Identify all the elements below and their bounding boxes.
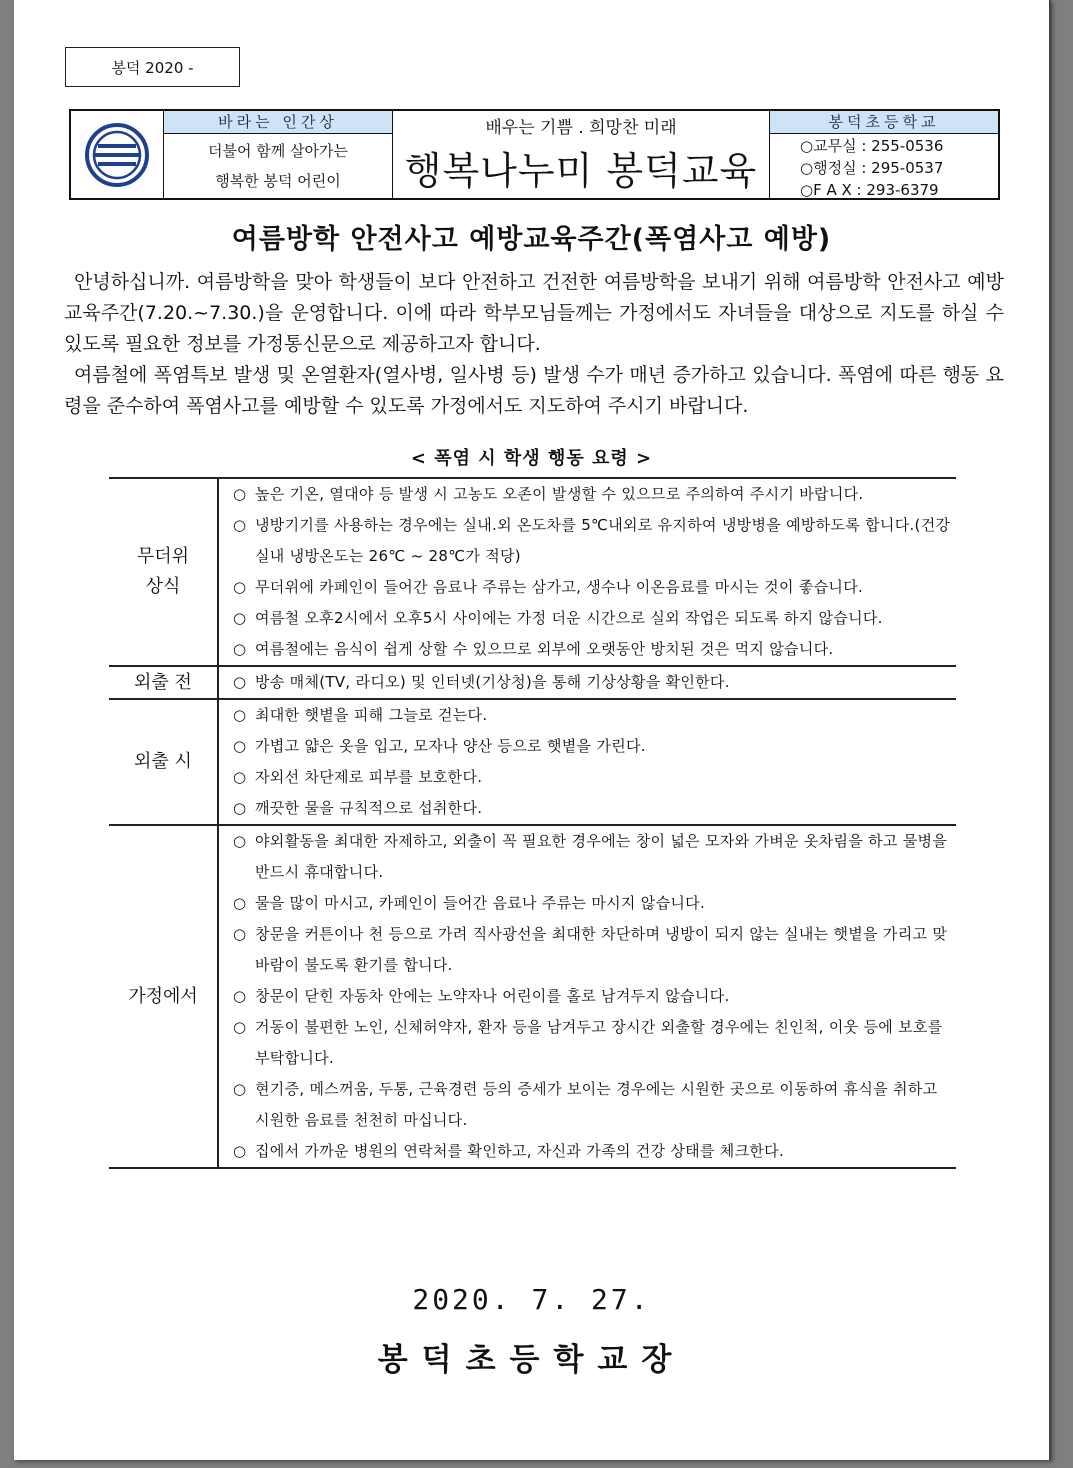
contact-cell xyxy=(770,111,998,198)
guideline-category: 가정에서 xyxy=(109,825,218,1168)
circle-bullet-icon: ○ xyxy=(233,516,247,534)
guideline-item-text: 깨끗한 물을 규칙적으로 섭취한다. xyxy=(255,799,483,817)
slogan-main: 행복나누미 봉덕교육 xyxy=(404,148,758,193)
guideline-category: 무더위 상식 xyxy=(109,478,218,666)
contact-list xyxy=(770,134,998,201)
guideline-item-text: 창문을 커튼이나 천 등으로 가려 직사광선을 최대한 차단하며 냉방이 되지 않는 실내는 햇볕을 가리고 맞바람이 불도록 환기를 합니다. xyxy=(255,925,948,974)
guideline-item-text: 여름철 오후2시에서 오후5시 사이에는 가정 더운 시간으로 실외 작업은 되도록 하지 않습니다. xyxy=(255,609,883,627)
guideline-item xyxy=(219,1012,956,1074)
school-logo-cell xyxy=(71,111,164,198)
issue-date: 2020. 7. 27. xyxy=(412,1283,651,1316)
document-number-box: 봉덕 2020 - xyxy=(65,47,240,87)
guideline-item xyxy=(219,700,956,731)
guideline-items xyxy=(218,478,956,666)
guideline-row xyxy=(109,825,956,1168)
slogan-subtitle: 배우는 기쁨 . 희망찬 미래 xyxy=(485,117,677,138)
slogan-cell xyxy=(393,111,770,198)
school-emblem-icon xyxy=(84,122,150,188)
contact-admin: ○행정실 : 295-0537 xyxy=(800,159,944,177)
guideline-item-text: 집에서 가까운 병원의 연락처를 확인하고, 자신과 가족의 건강 상태를 체크한다. xyxy=(255,1142,785,1160)
guideline-item-text: 높은 기온, 열대야 등 발생 시 고농도 오존이 발생할 수 있으므로 주의하여 주시기 바랍니다. xyxy=(255,485,864,503)
motto-body xyxy=(164,134,392,198)
circle-bullet-icon: ○ xyxy=(233,737,247,755)
guideline-item-text: 자외선 차단제로 피부를 보호한다. xyxy=(255,768,483,786)
guideline-item xyxy=(219,919,956,981)
guideline-item xyxy=(219,888,956,919)
guideline-item-text: 무더위에 카페인이 들어간 음료나 주류는 삼가고, 생수나 이온음료를 마시는 것이 좋습니다. xyxy=(255,578,864,596)
guideline-item-text: 현기증, 메스꺼움, 두통, 근육경련 등의 증세가 보이는 경우에는 시원한 곳으로 이동하여 휴식을 취하고 시원한 음료를 천천히 마십니다. xyxy=(255,1080,938,1129)
document-title: 여름방학 안전사고 예방교육주간(폭염사고 예방) xyxy=(231,224,832,255)
guideline-row xyxy=(109,478,956,666)
circle-bullet-icon: ○ xyxy=(233,1018,247,1036)
guideline-item-text: 최대한 햇볕을 피해 그늘로 걷는다. xyxy=(255,706,488,724)
circle-bullet-icon: ○ xyxy=(233,673,247,691)
guideline-item xyxy=(219,731,956,762)
guideline-item-text: 방송 매체(TV, 라디오) 및 인터넷(기상청)을 통해 기상상황을 확인한다. xyxy=(255,673,730,691)
guideline-item-text: 여름철에는 음식이 쉽게 상할 수 있으므로 외부에 오랫동안 방치된 것은 먹지 않습니다. xyxy=(255,640,834,658)
guideline-item xyxy=(219,762,956,793)
circle-bullet-icon: ○ xyxy=(233,578,247,596)
guideline-item xyxy=(219,479,956,510)
intro-paragraph: 여름철에 폭염특보 발생 및 온열환자(열사병, 일사병 등) 발생 수가 매년 증가하고 있습니다. 폭염에 따른 행동 요령을 준수하여 폭염사고를 예방할 수 있도록 가정에서도 지도하여 주시기 바랍니다. xyxy=(64,364,1004,417)
circle-bullet-icon: ○ xyxy=(233,894,247,912)
letterhead xyxy=(69,109,1000,200)
guideline-item-text: 가볍고 얇은 옷을 입고, 모자나 양산 등으로 햇볕을 가린다. xyxy=(255,737,646,755)
guideline-item xyxy=(219,510,956,572)
guideline-category: 외출 시 xyxy=(109,699,218,825)
guideline-items xyxy=(218,699,956,825)
principal-signature: 봉덕초등학교장 xyxy=(377,1342,686,1378)
guideline-items xyxy=(218,825,956,1168)
guideline-items xyxy=(218,666,956,699)
guideline-item xyxy=(219,1074,956,1136)
guideline-item-text: 물을 많이 마시고, 카페인이 들어간 음료나 주류는 마시지 않습니다. xyxy=(255,894,706,912)
guideline-item-text: 야외활동을 최대한 자제하고, 외출이 꼭 필요한 경우에는 창이 넓은 모자와 가벼운 옷차림을 하고 물병을 반드시 휴대합니다. xyxy=(255,832,948,881)
intro-text xyxy=(64,267,1004,422)
heatwave-guideline-table xyxy=(109,477,956,1169)
guideline-row xyxy=(109,666,956,699)
circle-bullet-icon: ○ xyxy=(233,485,247,503)
guideline-category: 외출 전 xyxy=(109,666,218,699)
guideline-item xyxy=(219,603,956,634)
circle-bullet-icon: ○ xyxy=(233,1080,247,1098)
circle-bullet-icon: ○ xyxy=(233,1142,247,1160)
circle-bullet-icon: ○ xyxy=(233,987,247,1005)
guideline-item xyxy=(219,826,956,888)
circle-bullet-icon: ○ xyxy=(233,640,247,658)
guideline-item xyxy=(219,634,956,665)
motto-heading: 바라는 인간상 xyxy=(164,111,392,134)
guideline-item-text: 냉방기기를 사용하는 경우에는 실내.외 온도차를 5℃내외로 유지하여 냉방병을 예방하도록 합니다.(건강 실내 냉방온도는 26℃ ~ 28℃가 적당) xyxy=(255,516,951,565)
motto-line: 행복한 봉덕 어린이 xyxy=(215,172,341,190)
contact-office: ○교무실 : 255-0536 xyxy=(800,137,944,155)
motto-cell xyxy=(164,111,393,198)
document-page xyxy=(14,0,1051,1460)
guideline-item-text: 창문이 닫힌 자동차 안에는 노약자나 어린이를 홀로 남겨두지 않습니다. xyxy=(255,987,730,1005)
school-name: 봉덕초등학교 xyxy=(770,111,998,134)
guideline-row xyxy=(109,699,956,825)
intro-paragraph: 안녕하십니까. 여름방학을 맞아 학생들이 보다 안전하고 건전한 여름방학을 보내기 위해 여름방학 안전사고 예방교육주간(7.20.~7.30.)을 운영합니다. 이에 따라 학부모님들께는 가정에서도 자녀들을 대상으로 지도를 하실 수 있도록 필요한 정보를 가정통신문으로 제공하고자 합니다. xyxy=(64,271,1004,355)
circle-bullet-icon: ○ xyxy=(233,768,247,786)
contact-fax: ○F A X : 293-6379 xyxy=(800,181,939,199)
guideline-item xyxy=(219,1136,956,1167)
guideline-item xyxy=(219,793,956,824)
circle-bullet-icon: ○ xyxy=(233,706,247,724)
motto-line: 더불어 함께 살아가는 xyxy=(208,142,348,160)
circle-bullet-icon: ○ xyxy=(233,832,247,850)
section-subtitle: < 폭염 시 학생 행동 요령 > xyxy=(410,448,653,469)
circle-bullet-icon: ○ xyxy=(233,799,247,817)
guideline-item xyxy=(219,667,956,698)
guideline-item xyxy=(219,572,956,603)
circle-bullet-icon: ○ xyxy=(233,609,247,627)
guideline-item-text: 거동이 불편한 노인, 신체허약자, 환자 등을 남겨두고 장시간 외출할 경우에는 친인척, 이웃 등에 보호를 부탁합니다. xyxy=(255,1018,943,1067)
circle-bullet-icon: ○ xyxy=(233,925,247,943)
guideline-item xyxy=(219,981,956,1012)
